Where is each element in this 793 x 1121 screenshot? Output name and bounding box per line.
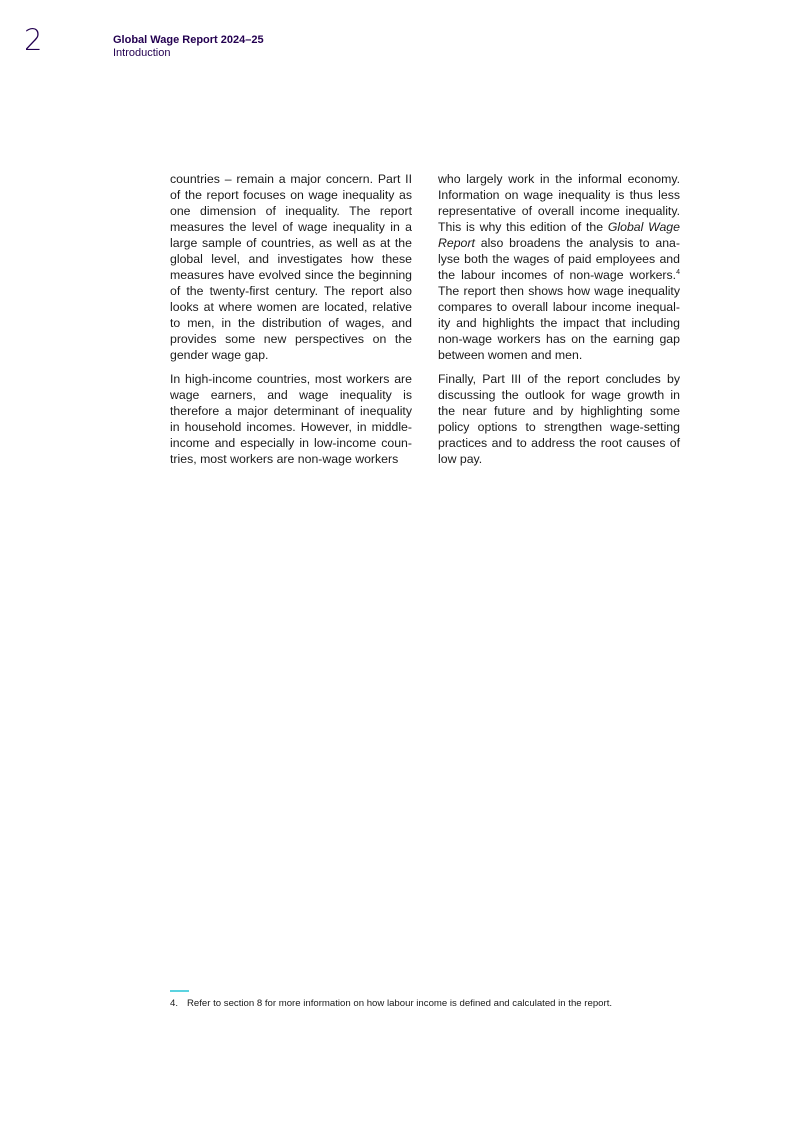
body-column-left xyxy=(170,171,412,475)
paragraph xyxy=(438,171,680,363)
running-head-section: Introduction xyxy=(113,47,171,59)
footnote-divider xyxy=(170,990,189,992)
paragraph: Finally, Part III of the report concludes by discussing the outlook for wage growth in the near future and by highlighting some policy options to strengthen wage-setting practices and to address the root causes of low pay. xyxy=(438,372,680,466)
running-head xyxy=(113,34,264,60)
paragraph: countries – remain a major concern. Part II of the report focuses on wage inequality as one dimension of inequality. The report measures the level of wage inequality in a large sample of countries, as well as at the global level, and investigates how these measures have evolved since the beginning of the twenty-first century. The report also looks at where women are located, relative to men, in the distribution of wages, and provides some new perspectives on the gender wage gap. xyxy=(170,172,412,362)
publication-title: Global Wage Report xyxy=(438,220,680,250)
footnote-reference[interactable]: 4 xyxy=(676,268,680,276)
page-number: 2 xyxy=(24,23,43,57)
footnote-number: 4. xyxy=(170,998,179,1009)
running-head-title: Global Wage Report 2024–25 xyxy=(113,34,264,46)
footnote-text: Refer to section 8 for more information on how labour income is defined and calculated in the report. xyxy=(187,998,613,1009)
body-column-right xyxy=(438,171,680,475)
text-run: The report then shows how wage inequality compares to overall labour income inequality and highlights the impact that including non-wage workers has on the earning gap between women and men. xyxy=(438,284,680,362)
paragraph: In high-income countries, most workers are wage earners, and wage inequality is therefore a major determinant of inequality in household incomes. However, in middle-income and especially in low-income countries, most workers are non-wage workers xyxy=(170,372,412,466)
text-run: also broadens the analysis to analyse both the wages of paid employees and the labour incomes of non-wage workers. xyxy=(438,236,680,282)
text-run: who largely work in the informal economy. Information on wage inequality is thus less representative of overall income inequality. This is why this edition of the xyxy=(438,172,680,234)
footnote xyxy=(170,998,612,1009)
